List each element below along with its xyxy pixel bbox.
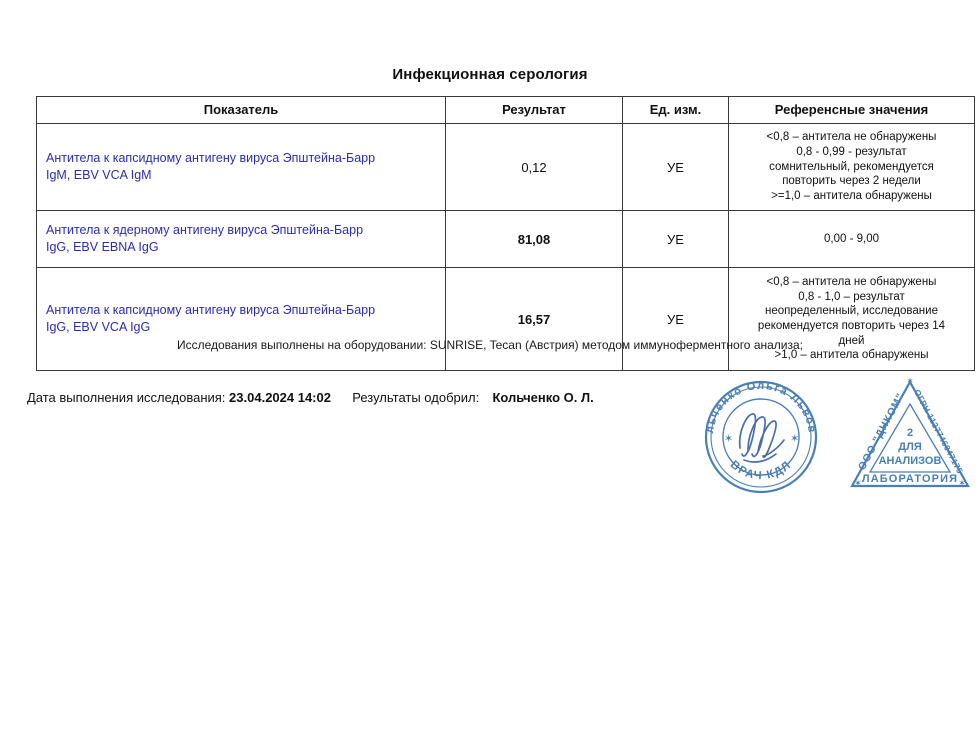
stamp-center-number: 2 (906, 427, 914, 439)
result-value: 81,08 (446, 211, 623, 268)
table-row (37, 268, 975, 371)
analyte-name-line1: Антитела к капсидному антигену вируса Эпштейна-Барр (46, 303, 376, 318)
stamp-star-top: ✶ (906, 376, 914, 386)
doctor-round-stamp (695, 367, 822, 498)
date-label: Дата выполнения исследования: (27, 390, 226, 405)
stamp-doctor-role: ВРАЧ КДЛ (727, 458, 795, 483)
stamp-center-for: ДЛЯ (898, 441, 922, 453)
stamp-star-bottom-left: ✶ (854, 478, 862, 488)
result-value: 0,12 (446, 124, 623, 211)
stamp-laboratory-label: ЛАБОРАТОРИЯ (861, 473, 959, 485)
column-header-unit: Ед. изм. (623, 97, 729, 124)
approver-name: Кольченко О. Л. (492, 390, 594, 405)
stamp-star-bottom-right: ✶ (958, 478, 966, 488)
reference-line: 0,00 - 9,00 (824, 232, 879, 245)
column-header-reference: Референсные значения (729, 97, 975, 124)
reference-line: 0,8 - 0,99 - результат (796, 145, 907, 158)
reference-line: дней (838, 334, 865, 347)
reference-line: >1,0 – антитела обнаружены (774, 349, 929, 362)
stamp-company-name: ООО "ДНКОМ" (855, 390, 907, 473)
reference-line: рекомендуется повторить через 14 (757, 320, 946, 332)
result-value: 16,57 (446, 268, 623, 371)
table-row (37, 211, 975, 268)
signature-scribble (740, 414, 784, 462)
reference-line: <0,8 – антитела не обнаружены (766, 131, 937, 144)
column-header-name: Показатель (37, 97, 446, 124)
analyte-name-line2: IgM, EBV VCA IgM (46, 168, 152, 182)
results-table (36, 96, 975, 371)
reference-line: <0,8 – антитела не обнаружены (766, 275, 937, 288)
reference-line: >=1,0 – антитела обнаружены (771, 190, 932, 203)
analyte-name-line2: IgG, EBV VCA IgG (46, 320, 151, 334)
analyte-name (37, 211, 446, 268)
stamp-doctor-name: Кольченко Ольга Львовна (695, 367, 818, 435)
reference-line: повторить через 2 недели (782, 175, 921, 188)
reference-range (729, 268, 975, 371)
laboratory-triangle-stamp (846, 374, 974, 496)
unit-value: УЕ (623, 211, 729, 268)
analyte-name (37, 268, 446, 371)
unit-value: УЕ (623, 124, 729, 211)
reference-line: 0,8 - 1,0 – результат (798, 290, 905, 303)
reference-line: неопределенный, исследование (765, 305, 938, 318)
approved-label: Результаты одобрил: (352, 390, 480, 405)
signature-line (27, 390, 594, 405)
page-title: Инфекционная серология (392, 66, 588, 83)
round-stamp-svg (695, 367, 822, 498)
analyte-name-line2: IgG, EBV EBNA IgG (46, 240, 159, 254)
equipment-note: Исследования выполнены на оборудовании: SUNRISE, Tecan (Австрия) методом иммуноферментного анализа; (176, 338, 804, 352)
unit-value: УЕ (623, 268, 729, 371)
reference-range (729, 211, 975, 268)
date-value: 23.04.2024 14:02 (229, 390, 331, 405)
table-row (37, 124, 975, 211)
reference-line: сомнительный, рекомендуется (769, 160, 934, 173)
analyte-name (37, 124, 446, 211)
stamp-star-right: ✶ (790, 433, 800, 445)
reference-range (729, 124, 975, 211)
table-header-row (37, 97, 975, 124)
stamp-center-analyses: АНАЛИЗОВ (878, 455, 942, 467)
triangle-stamp-svg (846, 374, 974, 496)
analyte-name-line1: Антитела к капсидному антигену вируса Эпштейна-Барр (46, 151, 376, 166)
stamp-star-left: ✶ (724, 433, 734, 445)
analyte-name-line1: Антитела к ядерному антигену вируса Эпштейна-Барр (46, 223, 364, 238)
column-header-result: Результат (446, 97, 623, 124)
stamp-ogrn: ОГРН 1127746047175 (912, 387, 966, 476)
